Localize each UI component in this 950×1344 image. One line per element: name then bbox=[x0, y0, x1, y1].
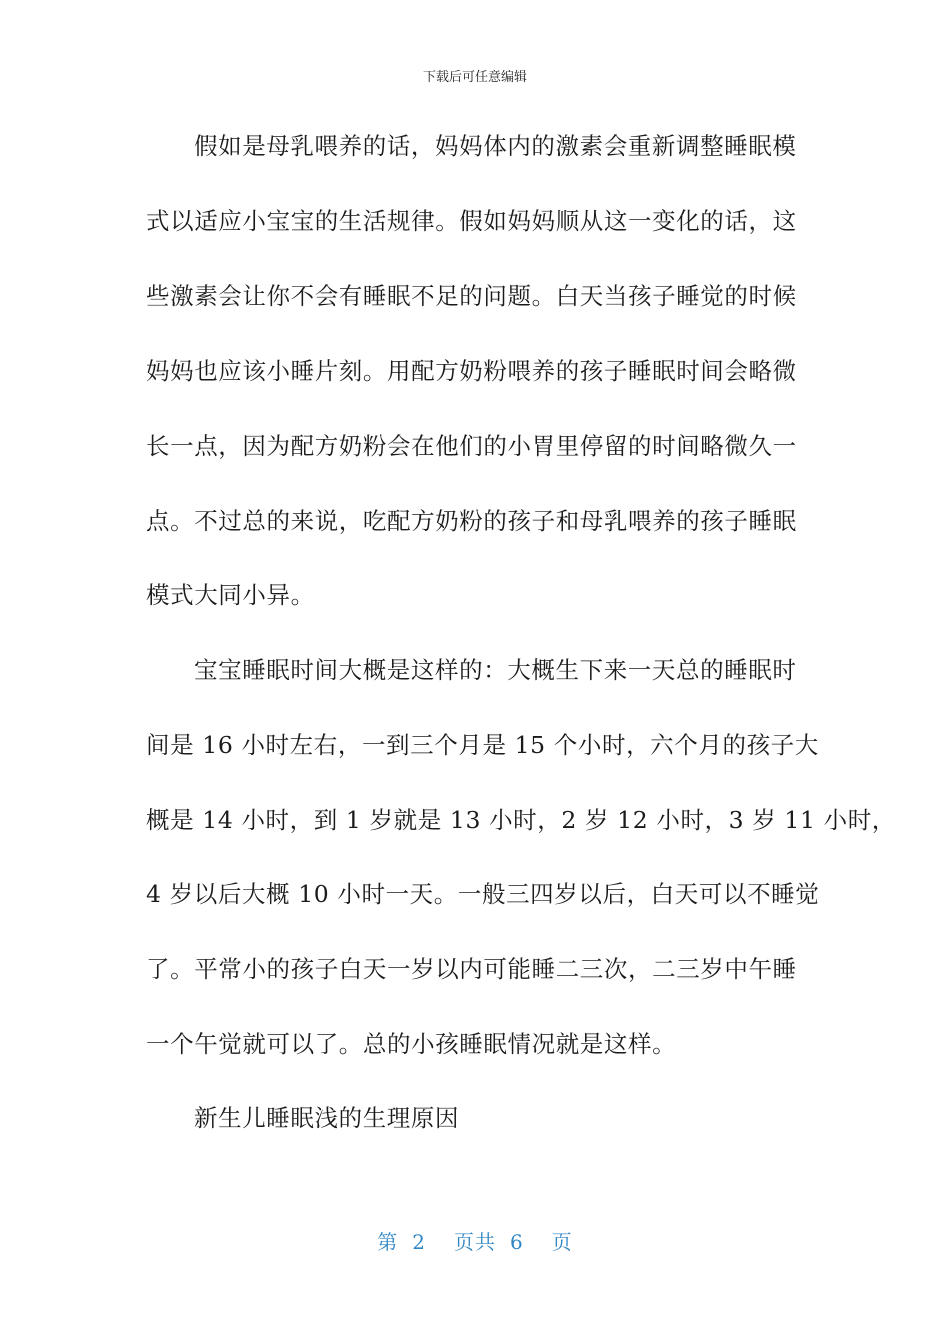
page-label-prefix: 第 bbox=[377, 1230, 399, 1254]
page-total: 6 bbox=[510, 1230, 524, 1254]
paragraph-2-line-5: 了。平常小的孩子白天一岁以内可能睡二三次，二三岁中午睡 bbox=[146, 955, 797, 983]
paragraph-2-line-4: 4 岁以后大概 10 小时一天。一般三四岁以后，白天可以不睡觉 bbox=[146, 880, 820, 908]
paragraph-1-line-5: 长一点，因为配方奶粉会在他们的小胃里停留的时间略微久一 bbox=[146, 432, 797, 460]
paragraph-1-line-3: 些激素会让你不会有睡眠不足的问题。白天当孩子睡觉的时候 bbox=[146, 282, 797, 310]
paragraph-1-line-4: 妈妈也应该小睡片刻。用配方奶粉喂养的孩子睡眠时间会略微 bbox=[146, 357, 797, 385]
paragraph-1-line-1: 假如是母乳喂养的话，妈妈体内的激素会重新调整睡眠模 bbox=[194, 132, 797, 160]
page-footer bbox=[0, 1226, 950, 1255]
paragraph-2-line-2: 间是 16 小时左右，一到三个月是 15 个小时，六个月的孩子大 bbox=[146, 731, 819, 759]
paragraph-2-line-3: 概是 14 小时，到 1 岁就是 13 小时，2 岁 12 小时，3 岁 11 小时， bbox=[146, 806, 896, 834]
page-label-suffix: 页 bbox=[551, 1230, 573, 1254]
paragraph-1-line-2: 式以适应小宝宝的生活规律。假如妈妈顺从这一变化的话，这 bbox=[146, 207, 797, 235]
page-header: 下载后可任意编辑 bbox=[422, 70, 527, 85]
page-current: 2 bbox=[412, 1230, 426, 1254]
section-heading: 新生儿睡眠浅的生理原因 bbox=[194, 1104, 460, 1132]
paragraph-2-line-1: 宝宝睡眠时间大概是这样的：大概生下来一天总的睡眠时 bbox=[194, 656, 797, 684]
paragraph-2-line-6: 一个午觉就可以了。总的小孩睡眠情况就是这样。 bbox=[146, 1030, 677, 1058]
page-label-mid: 页共 bbox=[454, 1230, 496, 1254]
paragraph-1-line-6: 点。不过总的来说，吃配方奶粉的孩子和母乳喂养的孩子睡眠 bbox=[146, 507, 797, 535]
paragraph-1-line-7: 模式大同小异。 bbox=[146, 581, 315, 609]
